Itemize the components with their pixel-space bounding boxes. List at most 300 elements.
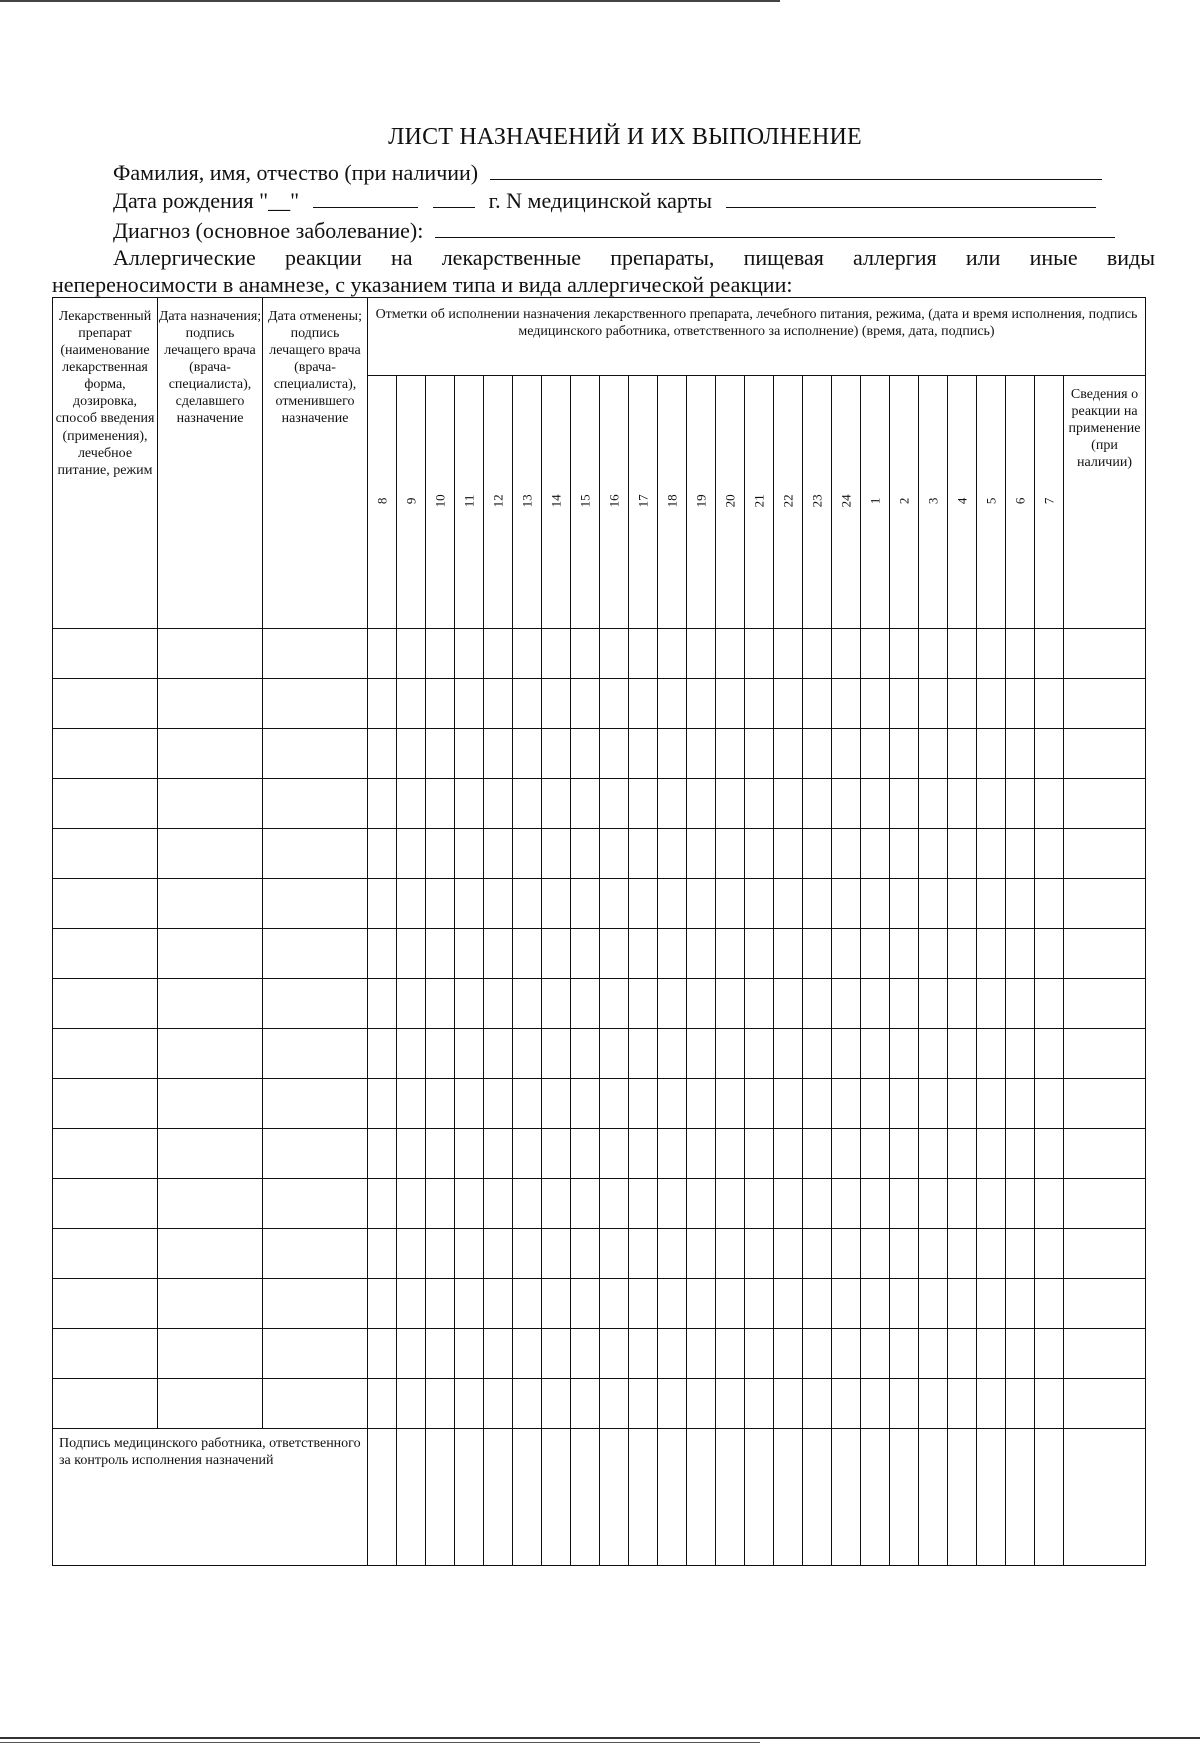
entry-cell[interactable] <box>803 1129 832 1179</box>
entry-cell[interactable] <box>716 1279 745 1329</box>
entry-cell[interactable] <box>600 629 629 679</box>
entry-cell[interactable] <box>397 829 426 879</box>
entry-cell[interactable] <box>890 1379 919 1429</box>
entry-cell[interactable] <box>158 879 263 929</box>
entry-cell[interactable] <box>571 779 600 829</box>
entry-cell[interactable] <box>658 679 687 729</box>
entry-cell[interactable] <box>832 729 861 779</box>
entry-cell[interactable] <box>1006 679 1035 729</box>
entry-cell[interactable] <box>629 1129 658 1179</box>
entry-cell[interactable] <box>745 1279 774 1329</box>
entry-cell[interactable] <box>716 829 745 879</box>
entry-cell[interactable] <box>53 979 158 1029</box>
entry-cell[interactable] <box>774 1129 803 1179</box>
entry-cell[interactable] <box>513 1379 542 1429</box>
entry-cell[interactable] <box>948 879 977 929</box>
entry-cell[interactable] <box>948 1229 977 1279</box>
entry-cell[interactable] <box>53 679 158 729</box>
entry-cell[interactable] <box>803 679 832 729</box>
entry-cell[interactable] <box>368 1129 397 1179</box>
entry-cell[interactable] <box>861 1229 890 1279</box>
entry-cell[interactable] <box>629 1079 658 1129</box>
entry-cell[interactable] <box>890 1229 919 1279</box>
entry-cell[interactable] <box>397 679 426 729</box>
entry-cell[interactable] <box>861 879 890 929</box>
entry-cell[interactable] <box>1064 679 1146 729</box>
entry-cell[interactable] <box>1006 1079 1035 1129</box>
entry-cell[interactable] <box>426 979 455 1029</box>
entry-cell[interactable] <box>890 979 919 1029</box>
entry-cell[interactable] <box>919 1029 948 1079</box>
entry-cell[interactable] <box>977 879 1006 929</box>
entry-cell[interactable] <box>745 879 774 929</box>
entry-cell[interactable] <box>629 1379 658 1429</box>
entry-cell[interactable] <box>484 829 513 879</box>
entry-cell[interactable] <box>1035 879 1064 929</box>
entry-cell[interactable] <box>861 979 890 1029</box>
entry-cell[interactable] <box>1064 779 1146 829</box>
entry-cell[interactable] <box>1006 929 1035 979</box>
entry-cell[interactable] <box>1006 629 1035 679</box>
entry-cell[interactable] <box>774 1179 803 1229</box>
entry-cell[interactable] <box>455 1279 484 1329</box>
entry-cell[interactable] <box>890 1329 919 1379</box>
entry-cell[interactable] <box>774 829 803 879</box>
entry-cell[interactable] <box>1006 829 1035 879</box>
entry-cell[interactable] <box>53 1179 158 1229</box>
entry-cell[interactable] <box>484 1279 513 1329</box>
entry-cell[interactable] <box>948 629 977 679</box>
entry-cell[interactable] <box>832 979 861 1029</box>
entry-cell[interactable] <box>687 1329 716 1379</box>
entry-cell[interactable] <box>890 1179 919 1229</box>
entry-cell[interactable] <box>919 979 948 1029</box>
entry-cell[interactable] <box>571 979 600 1029</box>
signature-cell[interactable] <box>513 1429 542 1566</box>
entry-cell[interactable] <box>919 879 948 929</box>
entry-cell[interactable] <box>1035 1279 1064 1329</box>
entry-cell[interactable] <box>571 929 600 979</box>
entry-cell[interactable] <box>397 879 426 929</box>
entry-cell[interactable] <box>919 1279 948 1329</box>
entry-cell[interactable] <box>774 879 803 929</box>
entry-cell[interactable] <box>745 1029 774 1079</box>
signature-cell[interactable] <box>716 1429 745 1566</box>
entry-cell[interactable] <box>687 879 716 929</box>
entry-cell[interactable] <box>832 1329 861 1379</box>
entry-cell[interactable] <box>977 1229 1006 1279</box>
entry-cell[interactable] <box>158 929 263 979</box>
entry-cell[interactable] <box>571 1329 600 1379</box>
entry-cell[interactable] <box>513 629 542 679</box>
entry-cell[interactable] <box>948 829 977 879</box>
entry-cell[interactable] <box>455 879 484 929</box>
entry-cell[interactable] <box>513 1279 542 1329</box>
entry-cell[interactable] <box>53 1329 158 1379</box>
signature-cell[interactable] <box>774 1429 803 1566</box>
entry-cell[interactable] <box>948 1029 977 1079</box>
entry-cell[interactable] <box>368 779 397 829</box>
entry-cell[interactable] <box>658 829 687 879</box>
entry-cell[interactable] <box>1006 729 1035 779</box>
entry-cell[interactable] <box>832 929 861 979</box>
entry-cell[interactable] <box>861 629 890 679</box>
entry-cell[interactable] <box>890 879 919 929</box>
entry-cell[interactable] <box>629 829 658 879</box>
entry-cell[interactable] <box>263 1329 368 1379</box>
entry-cell[interactable] <box>658 1329 687 1379</box>
entry-cell[interactable] <box>716 1379 745 1429</box>
entry-cell[interactable] <box>745 1179 774 1229</box>
entry-cell[interactable] <box>832 679 861 729</box>
entry-cell[interactable] <box>455 1229 484 1279</box>
entry-cell[interactable] <box>397 1379 426 1429</box>
entry-cell[interactable] <box>1035 979 1064 1029</box>
entry-cell[interactable] <box>832 1179 861 1229</box>
entry-cell[interactable] <box>158 629 263 679</box>
entry-cell[interactable] <box>890 729 919 779</box>
entry-cell[interactable] <box>542 1279 571 1329</box>
entry-cell[interactable] <box>890 1129 919 1179</box>
entry-cell[interactable] <box>977 829 1006 879</box>
entry-cell[interactable] <box>571 1129 600 1179</box>
entry-cell[interactable] <box>426 1179 455 1229</box>
entry-cell[interactable] <box>263 679 368 729</box>
entry-cell[interactable] <box>571 1279 600 1329</box>
entry-cell[interactable] <box>803 829 832 879</box>
entry-cell[interactable] <box>716 729 745 779</box>
entry-cell[interactable] <box>600 979 629 1029</box>
entry-cell[interactable] <box>687 779 716 829</box>
signature-cell[interactable] <box>745 1429 774 1566</box>
entry-cell[interactable] <box>861 729 890 779</box>
entry-cell[interactable] <box>53 1079 158 1129</box>
entry-cell[interactable] <box>397 729 426 779</box>
entry-cell[interactable] <box>716 679 745 729</box>
entry-cell[interactable] <box>658 1029 687 1079</box>
entry-cell[interactable] <box>600 1279 629 1329</box>
entry-cell[interactable] <box>977 929 1006 979</box>
entry-cell[interactable] <box>1035 729 1064 779</box>
entry-cell[interactable] <box>977 979 1006 1029</box>
signature-cell[interactable] <box>397 1429 426 1566</box>
entry-cell[interactable] <box>745 1229 774 1279</box>
entry-cell[interactable] <box>368 879 397 929</box>
entry-cell[interactable] <box>600 1179 629 1229</box>
entry-cell[interactable] <box>263 1129 368 1179</box>
entry-cell[interactable] <box>263 879 368 929</box>
entry-cell[interactable] <box>263 979 368 1029</box>
entry-cell[interactable] <box>1035 1129 1064 1179</box>
entry-cell[interactable] <box>513 1179 542 1229</box>
birth-year-field[interactable] <box>433 189 475 208</box>
entry-cell[interactable] <box>513 979 542 1029</box>
entry-cell[interactable] <box>368 929 397 979</box>
entry-cell[interactable] <box>832 829 861 879</box>
entry-cell[interactable] <box>513 929 542 979</box>
entry-cell[interactable] <box>542 929 571 979</box>
entry-cell[interactable] <box>1006 1379 1035 1429</box>
entry-cell[interactable] <box>687 629 716 679</box>
entry-cell[interactable] <box>484 879 513 929</box>
entry-cell[interactable] <box>861 929 890 979</box>
entry-cell[interactable] <box>629 879 658 929</box>
entry-cell[interactable] <box>803 1379 832 1429</box>
entry-cell[interactable] <box>484 779 513 829</box>
entry-cell[interactable] <box>600 929 629 979</box>
signature-cell[interactable] <box>803 1429 832 1566</box>
entry-cell[interactable] <box>948 1279 977 1329</box>
entry-cell[interactable] <box>600 879 629 929</box>
entry-cell[interactable] <box>803 979 832 1029</box>
entry-cell[interactable] <box>600 1129 629 1179</box>
signature-cell[interactable] <box>455 1429 484 1566</box>
entry-cell[interactable] <box>1064 1329 1146 1379</box>
entry-cell[interactable] <box>53 829 158 879</box>
entry-cell[interactable] <box>890 1279 919 1329</box>
entry-cell[interactable] <box>1064 1179 1146 1229</box>
entry-cell[interactable] <box>600 779 629 829</box>
entry-cell[interactable] <box>484 1379 513 1429</box>
entry-cell[interactable] <box>542 1329 571 1379</box>
entry-cell[interactable] <box>600 729 629 779</box>
entry-cell[interactable] <box>774 1329 803 1379</box>
entry-cell[interactable] <box>977 1279 1006 1329</box>
entry-cell[interactable] <box>455 1179 484 1229</box>
entry-cell[interactable] <box>455 929 484 979</box>
entry-cell[interactable] <box>803 1329 832 1379</box>
entry-cell[interactable] <box>1064 879 1146 929</box>
entry-cell[interactable] <box>745 829 774 879</box>
entry-cell[interactable] <box>455 679 484 729</box>
entry-cell[interactable] <box>158 779 263 829</box>
entry-cell[interactable] <box>1035 1179 1064 1229</box>
entry-cell[interactable] <box>861 1329 890 1379</box>
entry-cell[interactable] <box>716 1129 745 1179</box>
entry-cell[interactable] <box>368 1329 397 1379</box>
entry-cell[interactable] <box>658 1279 687 1329</box>
entry-cell[interactable] <box>158 1279 263 1329</box>
entry-cell[interactable] <box>716 929 745 979</box>
entry-cell[interactable] <box>716 1079 745 1129</box>
entry-cell[interactable] <box>571 1029 600 1079</box>
entry-cell[interactable] <box>658 1229 687 1279</box>
entry-cell[interactable] <box>426 629 455 679</box>
entry-cell[interactable] <box>1006 1329 1035 1379</box>
entry-cell[interactable] <box>629 979 658 1029</box>
entry-cell[interactable] <box>1035 829 1064 879</box>
entry-cell[interactable] <box>658 1179 687 1229</box>
entry-cell[interactable] <box>1006 1229 1035 1279</box>
entry-cell[interactable] <box>426 1079 455 1129</box>
entry-cell[interactable] <box>1035 1379 1064 1429</box>
entry-cell[interactable] <box>1035 1329 1064 1379</box>
entry-cell[interactable] <box>716 1179 745 1229</box>
entry-cell[interactable] <box>948 779 977 829</box>
signature-cell[interactable] <box>542 1429 571 1566</box>
entry-cell[interactable] <box>774 1229 803 1279</box>
entry-cell[interactable] <box>513 1229 542 1279</box>
entry-cell[interactable] <box>687 679 716 729</box>
entry-cell[interactable] <box>368 1379 397 1429</box>
entry-cell[interactable] <box>158 1029 263 1079</box>
entry-cell[interactable] <box>1006 979 1035 1029</box>
entry-cell[interactable] <box>890 629 919 679</box>
entry-cell[interactable] <box>919 629 948 679</box>
entry-cell[interactable] <box>542 979 571 1029</box>
entry-cell[interactable] <box>426 679 455 729</box>
entry-cell[interactable] <box>513 1029 542 1079</box>
entry-cell[interactable] <box>571 829 600 879</box>
entry-cell[interactable] <box>803 729 832 779</box>
entry-cell[interactable] <box>426 929 455 979</box>
entry-cell[interactable] <box>745 979 774 1029</box>
entry-cell[interactable] <box>397 1279 426 1329</box>
entry-cell[interactable] <box>629 629 658 679</box>
entry-cell[interactable] <box>426 1279 455 1329</box>
entry-cell[interactable] <box>832 879 861 929</box>
entry-cell[interactable] <box>861 829 890 879</box>
entry-cell[interactable] <box>263 829 368 879</box>
entry-cell[interactable] <box>774 1279 803 1329</box>
entry-cell[interactable] <box>1035 779 1064 829</box>
card-number-field[interactable] <box>726 189 1096 208</box>
entry-cell[interactable] <box>368 1229 397 1279</box>
entry-cell[interactable] <box>484 1229 513 1279</box>
entry-cell[interactable] <box>397 1079 426 1129</box>
entry-cell[interactable] <box>600 1029 629 1079</box>
entry-cell[interactable] <box>368 1029 397 1079</box>
signature-cell[interactable] <box>368 1429 397 1566</box>
full-name-field[interactable] <box>490 161 1102 180</box>
signature-cell[interactable] <box>861 1429 890 1566</box>
entry-cell[interactable] <box>455 1029 484 1079</box>
signature-cell[interactable] <box>1064 1429 1146 1566</box>
entry-cell[interactable] <box>803 879 832 929</box>
entry-cell[interactable] <box>397 1179 426 1229</box>
entry-cell[interactable] <box>1064 1379 1146 1429</box>
entry-cell[interactable] <box>861 1379 890 1429</box>
entry-cell[interactable] <box>890 1029 919 1079</box>
entry-cell[interactable] <box>600 679 629 729</box>
entry-cell[interactable] <box>977 1379 1006 1429</box>
entry-cell[interactable] <box>716 779 745 829</box>
entry-cell[interactable] <box>513 1129 542 1179</box>
entry-cell[interactable] <box>919 1179 948 1229</box>
entry-cell[interactable] <box>687 1279 716 1329</box>
entry-cell[interactable] <box>513 879 542 929</box>
entry-cell[interactable] <box>263 1079 368 1129</box>
entry-cell[interactable] <box>426 1379 455 1429</box>
entry-cell[interactable] <box>397 929 426 979</box>
entry-cell[interactable] <box>1035 629 1064 679</box>
entry-cell[interactable] <box>368 1179 397 1229</box>
entry-cell[interactable] <box>1064 629 1146 679</box>
entry-cell[interactable] <box>832 1029 861 1079</box>
entry-cell[interactable] <box>263 1379 368 1429</box>
entry-cell[interactable] <box>716 1029 745 1079</box>
entry-cell[interactable] <box>861 1179 890 1229</box>
entry-cell[interactable] <box>861 1279 890 1329</box>
entry-cell[interactable] <box>1064 929 1146 979</box>
entry-cell[interactable] <box>948 1079 977 1129</box>
entry-cell[interactable] <box>426 879 455 929</box>
entry-cell[interactable] <box>263 1029 368 1079</box>
entry-cell[interactable] <box>542 1129 571 1179</box>
entry-cell[interactable] <box>658 779 687 829</box>
entry-cell[interactable] <box>1064 1129 1146 1179</box>
entry-cell[interactable] <box>629 929 658 979</box>
entry-cell[interactable] <box>629 1179 658 1229</box>
entry-cell[interactable] <box>658 629 687 679</box>
entry-cell[interactable] <box>484 679 513 729</box>
entry-cell[interactable] <box>948 979 977 1029</box>
entry-cell[interactable] <box>629 1329 658 1379</box>
entry-cell[interactable] <box>397 1329 426 1379</box>
entry-cell[interactable] <box>455 829 484 879</box>
entry-cell[interactable] <box>484 1329 513 1379</box>
entry-cell[interactable] <box>832 1229 861 1279</box>
entry-cell[interactable] <box>53 1129 158 1179</box>
entry-cell[interactable] <box>716 1329 745 1379</box>
entry-cell[interactable] <box>803 1229 832 1279</box>
entry-cell[interactable] <box>890 929 919 979</box>
entry-cell[interactable] <box>745 1079 774 1129</box>
entry-cell[interactable] <box>687 929 716 979</box>
entry-cell[interactable] <box>571 1179 600 1229</box>
entry-cell[interactable] <box>1006 779 1035 829</box>
entry-cell[interactable] <box>658 879 687 929</box>
entry-cell[interactable] <box>716 1229 745 1279</box>
entry-cell[interactable] <box>629 729 658 779</box>
entry-cell[interactable] <box>948 1179 977 1229</box>
entry-cell[interactable] <box>600 829 629 879</box>
entry-cell[interactable] <box>948 679 977 729</box>
entry-cell[interactable] <box>368 1279 397 1329</box>
entry-cell[interactable] <box>263 1179 368 1229</box>
entry-cell[interactable] <box>774 979 803 1029</box>
entry-cell[interactable] <box>774 629 803 679</box>
entry-cell[interactable] <box>687 1379 716 1429</box>
diagnosis-field[interactable] <box>435 219 1115 238</box>
entry-cell[interactable] <box>832 1129 861 1179</box>
entry-cell[interactable] <box>803 1279 832 1329</box>
entry-cell[interactable] <box>687 1179 716 1229</box>
entry-cell[interactable] <box>513 1329 542 1379</box>
signature-cell[interactable] <box>687 1429 716 1566</box>
entry-cell[interactable] <box>484 1029 513 1079</box>
entry-cell[interactable] <box>919 679 948 729</box>
entry-cell[interactable] <box>745 729 774 779</box>
entry-cell[interactable] <box>977 1129 1006 1179</box>
entry-cell[interactable] <box>542 1379 571 1429</box>
entry-cell[interactable] <box>542 729 571 779</box>
birth-month-field[interactable] <box>313 189 418 208</box>
entry-cell[interactable] <box>716 879 745 929</box>
entry-cell[interactable] <box>658 979 687 1029</box>
entry-cell[interactable] <box>53 1379 158 1429</box>
entry-cell[interactable] <box>368 979 397 1029</box>
entry-cell[interactable] <box>263 729 368 779</box>
entry-cell[interactable] <box>158 1379 263 1429</box>
entry-cell[interactable] <box>803 779 832 829</box>
entry-cell[interactable] <box>948 1379 977 1429</box>
entry-cell[interactable] <box>542 679 571 729</box>
entry-cell[interactable] <box>832 1079 861 1129</box>
entry-cell[interactable] <box>629 679 658 729</box>
entry-cell[interactable] <box>397 1129 426 1179</box>
entry-cell[interactable] <box>158 1079 263 1129</box>
